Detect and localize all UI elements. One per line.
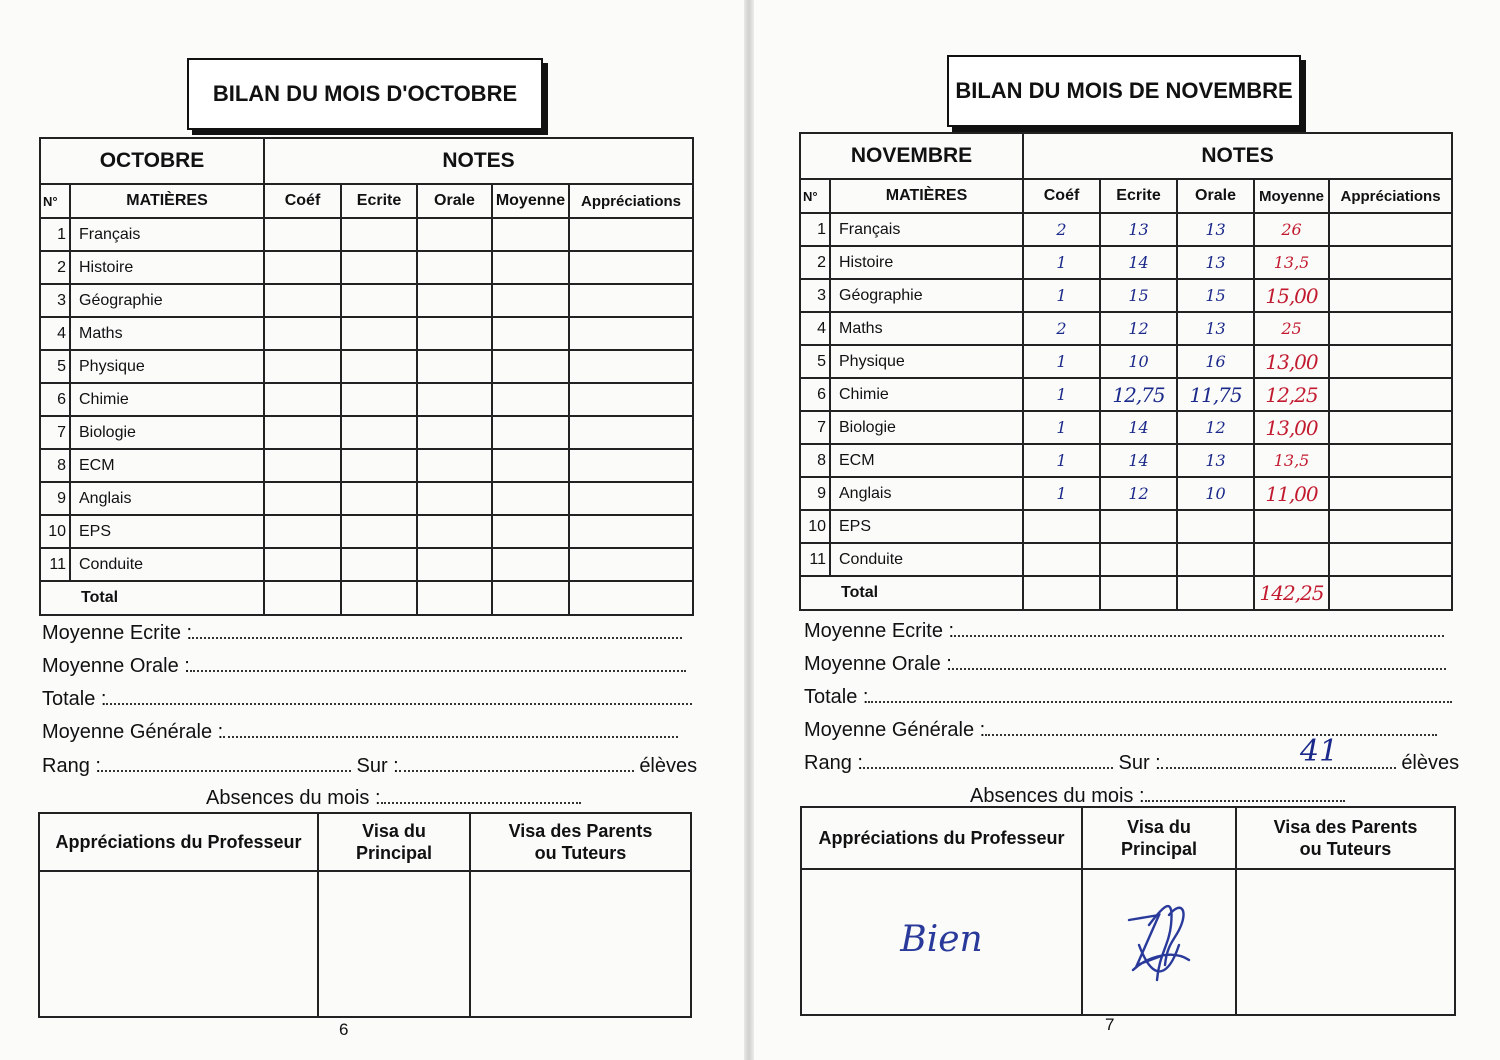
appreciation-cell	[569, 515, 693, 548]
total-cell	[1023, 576, 1100, 610]
appreciation-cell	[569, 317, 693, 350]
written-grade: 14	[1100, 246, 1177, 279]
teacher-comment-cell	[39, 871, 318, 1017]
page-number: 6	[339, 1020, 349, 1039]
subject-name: ECM	[830, 444, 1023, 477]
number-header: N°	[800, 179, 830, 213]
average-grade-cell	[492, 449, 569, 482]
written-grade-cell	[1100, 510, 1177, 543]
coef-value: 1	[1023, 378, 1100, 411]
written-grade-cell	[341, 251, 417, 284]
oral-average-line: Moyenne Orale :	[804, 653, 1446, 676]
average-grade: 12,25	[1254, 378, 1329, 411]
rank-line: Rang : Sur : élèves	[804, 752, 1460, 774]
oral-grade-cell	[417, 317, 492, 350]
average-grade: 13,5	[1254, 444, 1329, 477]
average-grade: 11,00	[1254, 477, 1329, 510]
oral-header: Orale	[417, 184, 492, 218]
coef-value-cell	[264, 317, 341, 350]
row-number: 10	[800, 510, 830, 543]
subject-name: EPS	[70, 515, 264, 548]
parents-signature-cell	[470, 871, 691, 1017]
row-number: 7	[40, 416, 70, 449]
parents-visa-header: Visa des Parents ou Tuteurs	[1236, 807, 1455, 869]
subject-name: Conduite	[830, 543, 1023, 576]
coef-value-cell	[264, 251, 341, 284]
coef-value-cell	[1023, 510, 1100, 543]
rank-line: Rang : Sur : élèves	[42, 755, 698, 777]
table-row	[40, 317, 693, 350]
table-row	[800, 213, 1452, 246]
total-line: Totale :	[804, 686, 1452, 709]
table-row	[40, 482, 693, 515]
absences-line: Absences du mois :	[206, 787, 581, 810]
october-title: BILAN DU MOIS D'OCTOBRE	[187, 58, 543, 130]
coef-value: 2	[1023, 312, 1100, 345]
written-grade-cell	[341, 317, 417, 350]
table-row	[40, 449, 693, 482]
row-number: 5	[800, 345, 830, 378]
coef-value: 1	[1023, 279, 1100, 312]
row-number: 7	[800, 411, 830, 444]
table-row	[800, 477, 1452, 510]
written-average-line: Moyenne Ecrite :	[804, 620, 1444, 643]
table-row	[40, 218, 693, 251]
coef-value-cell	[264, 284, 341, 317]
oral-header: Orale	[1177, 179, 1254, 213]
total-cell	[569, 581, 693, 615]
total-average-value: 142,25	[1254, 576, 1329, 610]
appreciation-cell	[569, 449, 693, 482]
coef-value-cell	[264, 218, 341, 251]
november-visa-table	[800, 806, 1456, 1016]
oral-grade-cell	[1177, 510, 1254, 543]
row-number: 9	[800, 477, 830, 510]
october-grades-table	[39, 137, 694, 616]
appreciation-cell	[1329, 378, 1452, 411]
appreciation-cell	[569, 482, 693, 515]
average-grade: 13,00	[1254, 345, 1329, 378]
row-number: 6	[40, 383, 70, 416]
teacher-comment-header: Appréciations du Professeur	[801, 807, 1082, 869]
table-row	[40, 548, 693, 581]
average-grade: 25	[1254, 312, 1329, 345]
class-size-value: 41	[1300, 734, 1339, 769]
november-title: BILAN DU MOIS DE NOVEMBRE	[947, 55, 1301, 127]
total-label: Total	[40, 581, 264, 615]
table-row	[800, 444, 1452, 477]
oral-grade: 10	[1177, 477, 1254, 510]
written-grade-cell	[341, 383, 417, 416]
oral-grade: 13	[1177, 444, 1254, 477]
oral-grade-cell	[1177, 543, 1254, 576]
written-grade-cell	[1100, 543, 1177, 576]
coef-value: 1	[1023, 477, 1100, 510]
oral-grade-cell	[417, 416, 492, 449]
appreciation-header: Appréciations	[1329, 179, 1452, 213]
written-grade-cell	[341, 449, 417, 482]
appreciation-cell	[569, 284, 693, 317]
subject-name: Géographie	[70, 284, 264, 317]
oral-grade: 11,75	[1177, 378, 1254, 411]
table-row	[800, 246, 1452, 279]
written-grade: 13	[1100, 213, 1177, 246]
average-grade: 26	[1254, 213, 1329, 246]
subject-name: Chimie	[70, 383, 264, 416]
coef-value-cell	[264, 350, 341, 383]
total-cell	[1329, 576, 1452, 610]
written-grade-cell	[341, 482, 417, 515]
written-header: Ecrite	[1100, 179, 1177, 213]
coef-value-cell	[264, 416, 341, 449]
october-visa-table	[38, 812, 692, 1018]
subject-name: Biologie	[70, 416, 264, 449]
subject-name: Anglais	[70, 482, 264, 515]
number-header: N°	[40, 184, 70, 218]
row-number: 6	[800, 378, 830, 411]
written-grade-cell	[341, 218, 417, 251]
row-number: 3	[40, 284, 70, 317]
oral-grade-cell	[417, 284, 492, 317]
appreciation-cell	[1329, 279, 1452, 312]
appreciation-cell	[1329, 246, 1452, 279]
table-row	[800, 510, 1452, 543]
table-row	[800, 411, 1452, 444]
subject-name: Géographie	[830, 279, 1023, 312]
principal-signature	[1119, 885, 1199, 995]
written-grade: 12	[1100, 312, 1177, 345]
average-grade-cell	[1254, 510, 1329, 543]
appreciation-cell	[569, 251, 693, 284]
written-grade: 14	[1100, 444, 1177, 477]
appreciation-cell	[569, 350, 693, 383]
subject-name: Chimie	[830, 378, 1023, 411]
total-cell	[1100, 576, 1177, 610]
book-fold	[744, 0, 754, 1060]
row-number: 8	[40, 449, 70, 482]
absences-line: Absences du mois :	[970, 785, 1345, 808]
row-number: 8	[800, 444, 830, 477]
principal-signature-cell	[1082, 869, 1236, 1015]
oral-grade-cell	[417, 482, 492, 515]
parents-signature-cell	[1236, 869, 1455, 1015]
average-grade-cell	[492, 251, 569, 284]
average-grade-cell	[492, 416, 569, 449]
coef-value-cell	[264, 482, 341, 515]
month-header: OCTOBRE	[40, 138, 264, 184]
row-number: 4	[40, 317, 70, 350]
subject-name: Histoire	[830, 246, 1023, 279]
subject-name: Maths	[830, 312, 1023, 345]
subject-name: Biologie	[830, 411, 1023, 444]
coef-value-cell	[264, 548, 341, 581]
subject-name: Français	[830, 213, 1023, 246]
general-average-line: Moyenne Générale :	[42, 721, 678, 744]
row-number: 4	[800, 312, 830, 345]
written-grade: 15	[1100, 279, 1177, 312]
average-grade-cell	[1254, 543, 1329, 576]
row-number: 5	[40, 350, 70, 383]
principal-visa-header: Visa du Principal	[318, 813, 470, 871]
coef-header: Coéf	[264, 184, 341, 218]
table-row	[40, 383, 693, 416]
page-number: 7	[1105, 1015, 1115, 1034]
teacher-comment: Bien	[900, 918, 983, 960]
subject-name: Conduite	[70, 548, 264, 581]
principal-signature-cell	[318, 871, 470, 1017]
teacher-comment-header: Appréciations du Professeur	[39, 813, 318, 871]
appreciation-cell	[569, 218, 693, 251]
oral-grade-cell	[417, 350, 492, 383]
row-number: 11	[40, 548, 70, 581]
coef-header: Coéf	[1023, 179, 1100, 213]
oral-grade: 15	[1177, 279, 1254, 312]
total-line: Totale :	[42, 688, 692, 711]
row-number: 3	[800, 279, 830, 312]
oral-grade: 13	[1177, 213, 1254, 246]
average-header: Moyenne	[1254, 179, 1329, 213]
total-cell	[264, 581, 341, 615]
table-row	[800, 312, 1452, 345]
table-row	[800, 345, 1452, 378]
appreciation-cell	[1329, 345, 1452, 378]
average-grade: 13,5	[1254, 246, 1329, 279]
row-number: 1	[40, 218, 70, 251]
appreciation-cell	[1329, 411, 1452, 444]
notes-header: NOTES	[1023, 133, 1452, 179]
written-grade-cell	[341, 515, 417, 548]
subject-name: Anglais	[830, 477, 1023, 510]
total-cell	[1177, 576, 1254, 610]
table-row	[40, 284, 693, 317]
table-row	[800, 279, 1452, 312]
appreciation-cell	[1329, 510, 1452, 543]
average-grade-cell	[492, 515, 569, 548]
oral-grade: 12	[1177, 411, 1254, 444]
average-grade-cell	[492, 350, 569, 383]
subjects-header: MATIÈRES	[70, 184, 264, 218]
written-grade-cell	[341, 350, 417, 383]
coef-value: 1	[1023, 345, 1100, 378]
written-grade: 12,75	[1100, 378, 1177, 411]
average-grade-cell	[492, 284, 569, 317]
row-number: 1	[800, 213, 830, 246]
written-average-line: Moyenne Ecrite :	[42, 622, 682, 645]
written-grade: 10	[1100, 345, 1177, 378]
teacher-comment-cell	[801, 869, 1082, 1015]
oral-grade-cell	[417, 251, 492, 284]
average-grade-cell	[492, 383, 569, 416]
coef-value: 1	[1023, 411, 1100, 444]
coef-value: 2	[1023, 213, 1100, 246]
november-grades-table	[799, 132, 1453, 611]
appreciation-cell	[569, 548, 693, 581]
appreciation-cell	[1329, 312, 1452, 345]
oral-grade: 13	[1177, 312, 1254, 345]
subjects-header: MATIÈRES	[830, 179, 1023, 213]
average-grade-cell	[492, 218, 569, 251]
oral-grade-cell	[417, 218, 492, 251]
written-grade-cell	[341, 416, 417, 449]
oral-grade: 13	[1177, 246, 1254, 279]
written-grade-cell	[341, 284, 417, 317]
total-label: Total	[800, 576, 1023, 610]
table-row	[40, 515, 693, 548]
appreciation-cell	[1329, 213, 1452, 246]
written-grade: 14	[1100, 411, 1177, 444]
appreciation-cell	[1329, 444, 1452, 477]
row-number: 10	[40, 515, 70, 548]
row-number: 11	[800, 543, 830, 576]
coef-value-cell	[264, 449, 341, 482]
table-row	[40, 350, 693, 383]
coef-value-cell	[264, 515, 341, 548]
appreciation-cell	[1329, 477, 1452, 510]
subject-name: Histoire	[70, 251, 264, 284]
general-average-line: Moyenne Générale :	[804, 719, 1437, 742]
coef-value: 1	[1023, 444, 1100, 477]
parents-visa-header: Visa des Parents ou Tuteurs	[470, 813, 691, 871]
appreciation-cell	[569, 416, 693, 449]
subject-name: Physique	[70, 350, 264, 383]
oral-grade-cell	[417, 548, 492, 581]
total-cell	[492, 581, 569, 615]
appreciation-header: Appréciations	[569, 184, 693, 218]
total-cell	[341, 581, 417, 615]
oral-grade-cell	[417, 449, 492, 482]
oral-grade-cell	[417, 515, 492, 548]
row-number: 2	[800, 246, 830, 279]
average-header: Moyenne	[492, 184, 569, 218]
subject-name: Physique	[830, 345, 1023, 378]
table-row	[800, 378, 1452, 411]
subject-name: ECM	[70, 449, 264, 482]
total-cell	[417, 581, 492, 615]
month-header: NOVEMBRE	[800, 133, 1023, 179]
oral-average-line: Moyenne Orale :	[42, 655, 686, 678]
subject-name: Français	[70, 218, 264, 251]
coef-value: 1	[1023, 246, 1100, 279]
written-grade: 12	[1100, 477, 1177, 510]
average-grade-cell	[492, 482, 569, 515]
appreciation-cell	[569, 383, 693, 416]
coef-value-cell	[264, 383, 341, 416]
subject-name: Maths	[70, 317, 264, 350]
average-grade: 15,00	[1254, 279, 1329, 312]
oral-grade-cell	[417, 383, 492, 416]
subject-name: EPS	[830, 510, 1023, 543]
appreciation-cell	[1329, 543, 1452, 576]
oral-grade: 16	[1177, 345, 1254, 378]
written-grade-cell	[341, 548, 417, 581]
average-grade: 13,00	[1254, 411, 1329, 444]
written-header: Ecrite	[341, 184, 417, 218]
row-number: 2	[40, 251, 70, 284]
table-row	[40, 416, 693, 449]
notes-header: NOTES	[264, 138, 693, 184]
row-number: 9	[40, 482, 70, 515]
average-grade-cell	[492, 317, 569, 350]
average-grade-cell	[492, 548, 569, 581]
principal-visa-header: Visa du Principal	[1082, 807, 1236, 869]
table-row	[40, 251, 693, 284]
table-row	[800, 543, 1452, 576]
coef-value-cell	[1023, 543, 1100, 576]
